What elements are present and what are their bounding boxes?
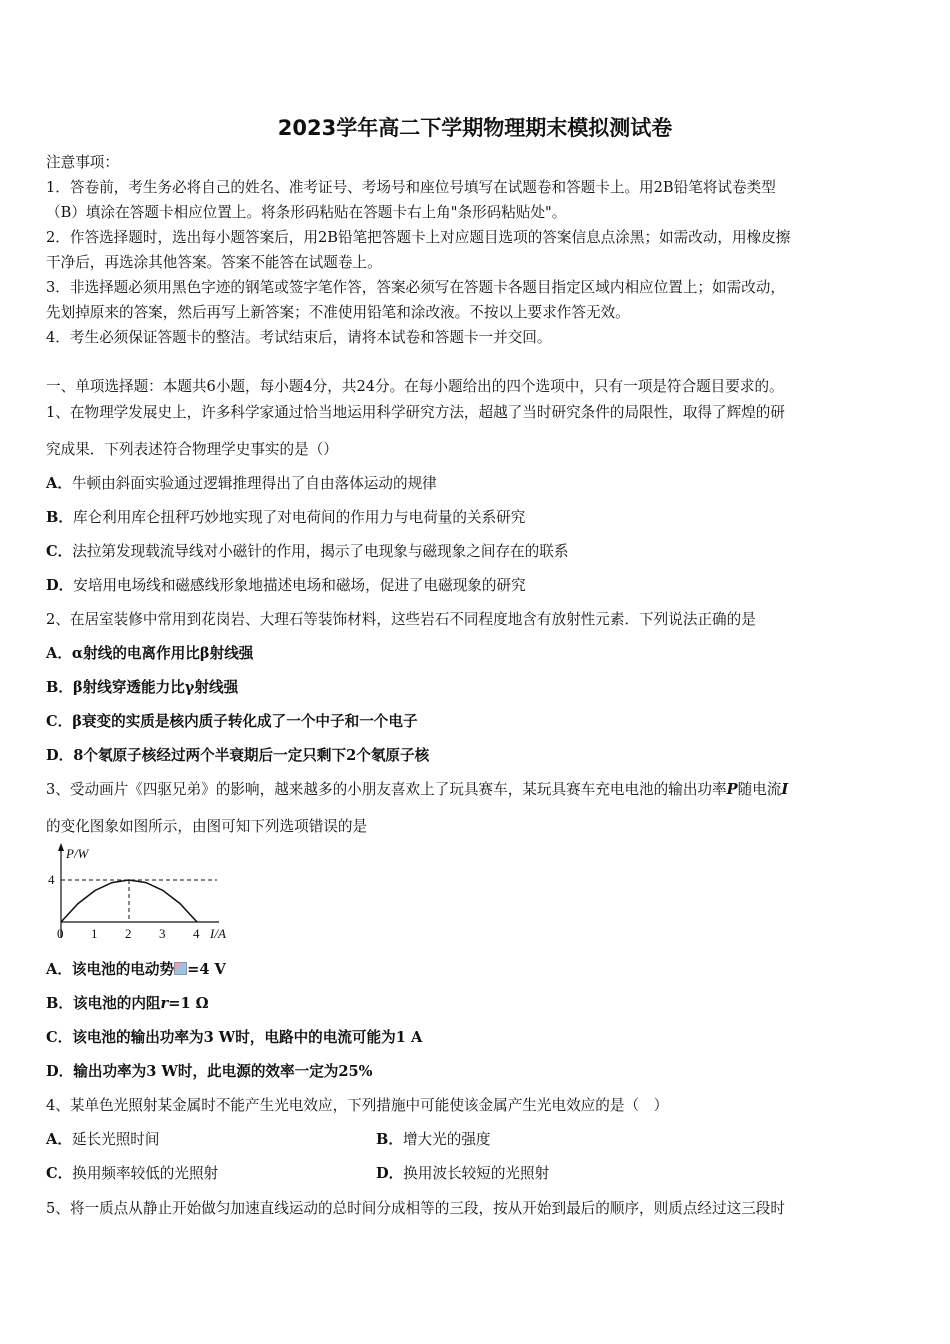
option-text: =1 Ω [168, 995, 209, 1012]
x-tick-label: 3 [159, 926, 166, 941]
option-label: C． [46, 1165, 73, 1182]
notice-line: 1．答卷前，考生务必将自己的姓名、准考证号、考场号和座位号填写在试题卷和答题卡上。用2B铅笔将试卷类型 [46, 179, 776, 196]
option-text: 增大光的强度 [402, 1131, 491, 1148]
question-stem: 的变化图象如图所示，由图可知下列选项错误的是 [46, 818, 368, 835]
x-tick-label: 4 [193, 926, 200, 941]
option-c [46, 1028, 422, 1048]
notice-line: 先划掉原来的答案，然后再写上新答案；不准使用铅笔和涂改液。不按以上要求作答无效。 [46, 304, 630, 321]
notice-line: 2．作答选择题时，选出每小题答案后，用2B铅笔把答题卡上对应题目选项的答案信息点涂黑；如需改动，用橡皮擦 [46, 229, 791, 246]
x-tick-labels [57, 926, 200, 941]
question-stem: 究成果．下列表述符合物理学史事实的是（） [46, 441, 338, 458]
option-c [46, 1164, 218, 1184]
y-axis-arrow [58, 843, 64, 851]
option-label: A． [46, 645, 72, 662]
option-label: B． [46, 995, 73, 1012]
option-b [46, 678, 238, 698]
option-text: 延长光照时间 [71, 1131, 160, 1148]
option-label: C． [46, 543, 73, 560]
option-d [46, 576, 526, 596]
option-label: B． [46, 679, 73, 696]
symbol-i: I [781, 781, 789, 798]
option-text: =4 V [187, 961, 226, 978]
option-d [46, 746, 429, 766]
notice-line: （B）填涂在答题卡相应位置上。将条形码粘贴在答题卡右上角"条形码粘贴处"。 [46, 204, 567, 221]
option-text: 换用波长较短的光照射 [403, 1165, 550, 1182]
symbol-p: P [726, 781, 738, 798]
option-label: D． [46, 747, 74, 764]
question-stem: 1、在物理学发展史上，许多科学家通过恰当地运用科学研究方法，超越了当时研究条件的局限性，取得了辉煌的研 [46, 404, 785, 421]
option-a [46, 1130, 160, 1150]
option-text: 输出功率为3 W时，此电源的效率一定为25% [73, 1063, 373, 1080]
question-stem: 5、将一质点从静止开始做匀加速直线运动的总时间分成相等的三段，按从开始到最后的顺序，则质点经过这三段时 [46, 1200, 785, 1217]
option-a [46, 644, 253, 664]
option-d [46, 1062, 373, 1082]
option-text: 安培用电场线和磁感线形象地描述电场和磁场，促进了电磁现象的研究 [73, 577, 526, 594]
option-b [46, 508, 525, 528]
option-b [46, 994, 209, 1014]
option-label: A． [46, 475, 72, 492]
option-text: β衰变的实质是核内质子转化成了一个中子和一个电子 [72, 713, 418, 730]
option-label: D． [46, 577, 74, 594]
y-tick-label: 4 [48, 872, 55, 887]
question-stem: 2、在居室装修中常用到花岗岩、大理石等装饰材料，这些岩石不同程度地含有放射性元素．下列说法正确的是 [46, 611, 756, 628]
option-text: 该电池的内阻 [72, 995, 161, 1012]
notice-line: 4．考生必须保证答题卡的整洁。考试结束后，请将本试卷和答题卡一并交回。 [46, 329, 552, 346]
option-label: A． [46, 961, 72, 978]
option-label: C． [46, 1029, 73, 1046]
stem-text: 3、受动画片《四驱兄弟》的影响，越来越多的小朋友喜欢上了玩具赛车，某玩具赛车充电电池的输出功率 [46, 781, 727, 798]
option-text: 牛顿由斜面实验通过逻辑推理得出了自由落体运动的规律 [71, 475, 437, 492]
option-text: 换用频率较低的光照射 [72, 1165, 219, 1182]
symbol-r: r [160, 995, 169, 1012]
option-label: D． [376, 1165, 404, 1182]
stem-text: 随电流 [737, 781, 782, 798]
option-c [46, 712, 418, 732]
option-text: 该电池的电动势 [71, 961, 175, 978]
option-label: A． [46, 1131, 72, 1148]
option-a [46, 960, 226, 980]
x-tick-label: 0 [57, 926, 64, 941]
option-b [376, 1130, 491, 1150]
question-stem: 4、某单色光照射某金属时不能产生光电效应，下列措施中可能使该金属产生光电效应的是（ ） [46, 1097, 669, 1114]
power-current-chart [44, 842, 244, 947]
option-text: 该电池的输出功率为3 W时，电路中的电流可能为1 A [72, 1029, 423, 1046]
x-tick-label: 1 [91, 926, 98, 941]
option-text: 8个氡原子核经过两个半衰期后一定只剩下2个氡原子核 [73, 747, 430, 764]
x-axis-label: I/A [210, 926, 226, 941]
option-text: α射线的电离作用比β射线强 [71, 645, 254, 662]
notice-line: 3．非选择题必须用黑色字迹的钢笔或签字笔作答，答案必须写在答题卡各题目指定区域内相应位置上；如需改动， [46, 279, 785, 296]
option-label: B． [46, 509, 73, 526]
option-a [46, 474, 437, 494]
section-heading: 一、单项选择题：本题共6小题，每小题4分，共24分。在每小题给出的四个选项中，只有一项是符合题目要求的。 [46, 378, 784, 395]
notice-heading: 注意事项： [46, 154, 119, 171]
x-tick-label: 2 [125, 926, 132, 941]
option-text: 库仑利用库仑扭秤巧妙地实现了对电荷间的作用力与电荷量的关系研究 [72, 509, 526, 526]
notice-line: 干净后，再选涂其他答案。答案不能答在试题卷上。 [46, 254, 382, 271]
option-d [376, 1164, 549, 1184]
option-label: D． [46, 1063, 74, 1080]
option-c [46, 542, 568, 562]
page-title: 2023学年高二下学期物理期末模拟测试卷 [277, 116, 673, 140]
question-stem [46, 780, 788, 800]
y-axis-label: P/W [66, 846, 89, 861]
y-tick-labels [48, 872, 55, 887]
option-text: β射线穿透能力比γ射线强 [72, 679, 239, 696]
option-label: C． [46, 713, 73, 730]
emf-symbol-icon [174, 962, 187, 975]
option-label: B． [376, 1131, 403, 1148]
option-text: 法拉第发现载流导线对小磁针的作用，揭示了电现象与磁现象之间存在的联系 [72, 543, 569, 560]
